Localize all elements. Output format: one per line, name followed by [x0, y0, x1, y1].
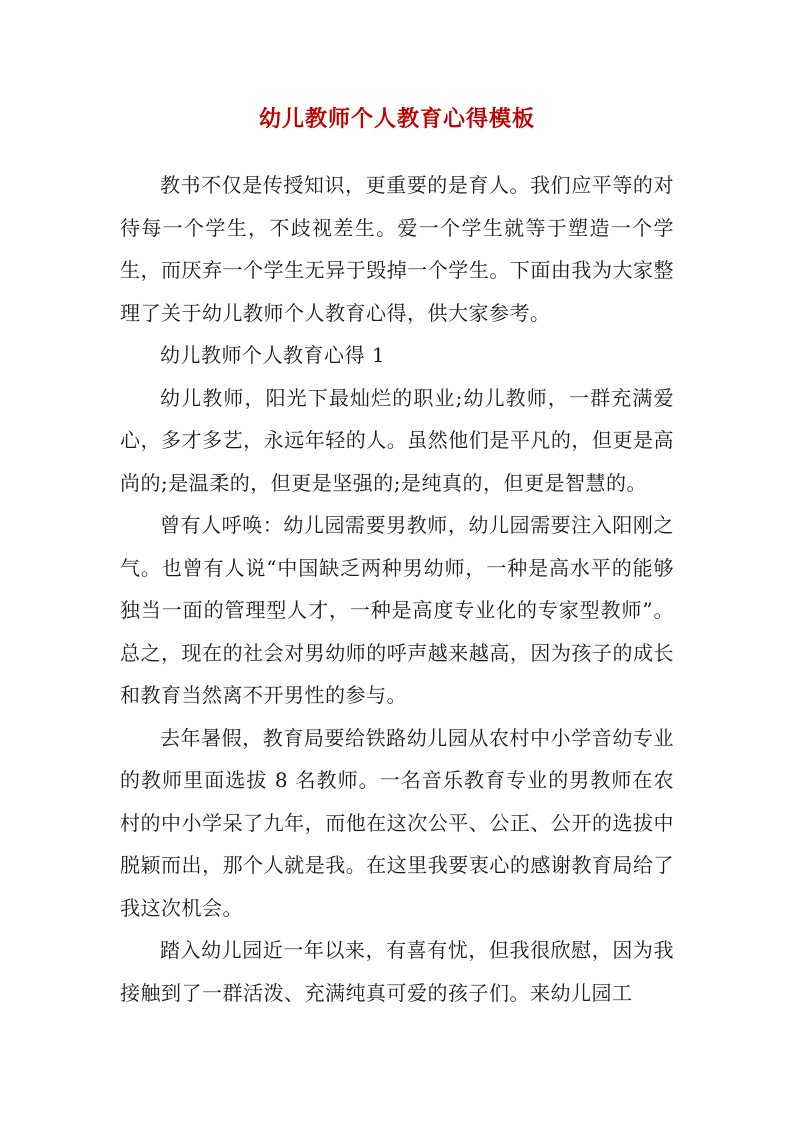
body-paragraph: 去年暑假，教育局要给铁路幼儿园从农村中小学音幼专业的教师里面选拔 8 名教师。一名音乐教育专业的男教师在农村的中小学呆了九年，而他在这次公平、公正、公开的选拔中脱颖而出，那个人就是我。在这里我要衷心的感谢教育局给了我这次机会。 [120, 725, 674, 920]
intro-paragraph: 教书不仅是传授知识，更重要的是育人。我们应平等的对待每一个学生，不歧视差生。爱一个学生就等于塑造一个学生，而厌弃一个学生无异于毁掉一个学生。下面由我为大家整理了关于幼儿教师个人教育心得，供大家参考。 [120, 173, 674, 325]
document-title: 幼儿教师个人教育心得模板 [258, 106, 535, 132]
body-paragraph: 踏入幼儿园近一年以来，有喜有忧，但我很欣慰，因为我接触到了一群活泼、充满纯真可爱的孩子们。来幼儿园工 [120, 938, 674, 1005]
body-paragraph: 幼儿教师，阳光下最灿烂的职业;幼儿教师，一群充满爱心，多才多艺，永远年轻的人。虽然他们是平凡的，但更是高尚的;是温柔的，但更是坚强的;是纯真的，但更是智慧的。 [120, 385, 674, 495]
section-heading: 幼儿教师个人教育心得 1 [160, 343, 386, 367]
body-paragraph: 曾有人呼唤：幼儿园需要男教师，幼儿园需要注入阳刚之气。也曾有人说“中国缺乏两种男幼师，一种是高水平的能够独当一面的管理型人才，一种是高度专业化的专家型教师”。总之，现在的社会对男幼师的呼声越来越高，因为孩子的成长和教育当然离不开男性的参与。 [120, 513, 674, 707]
